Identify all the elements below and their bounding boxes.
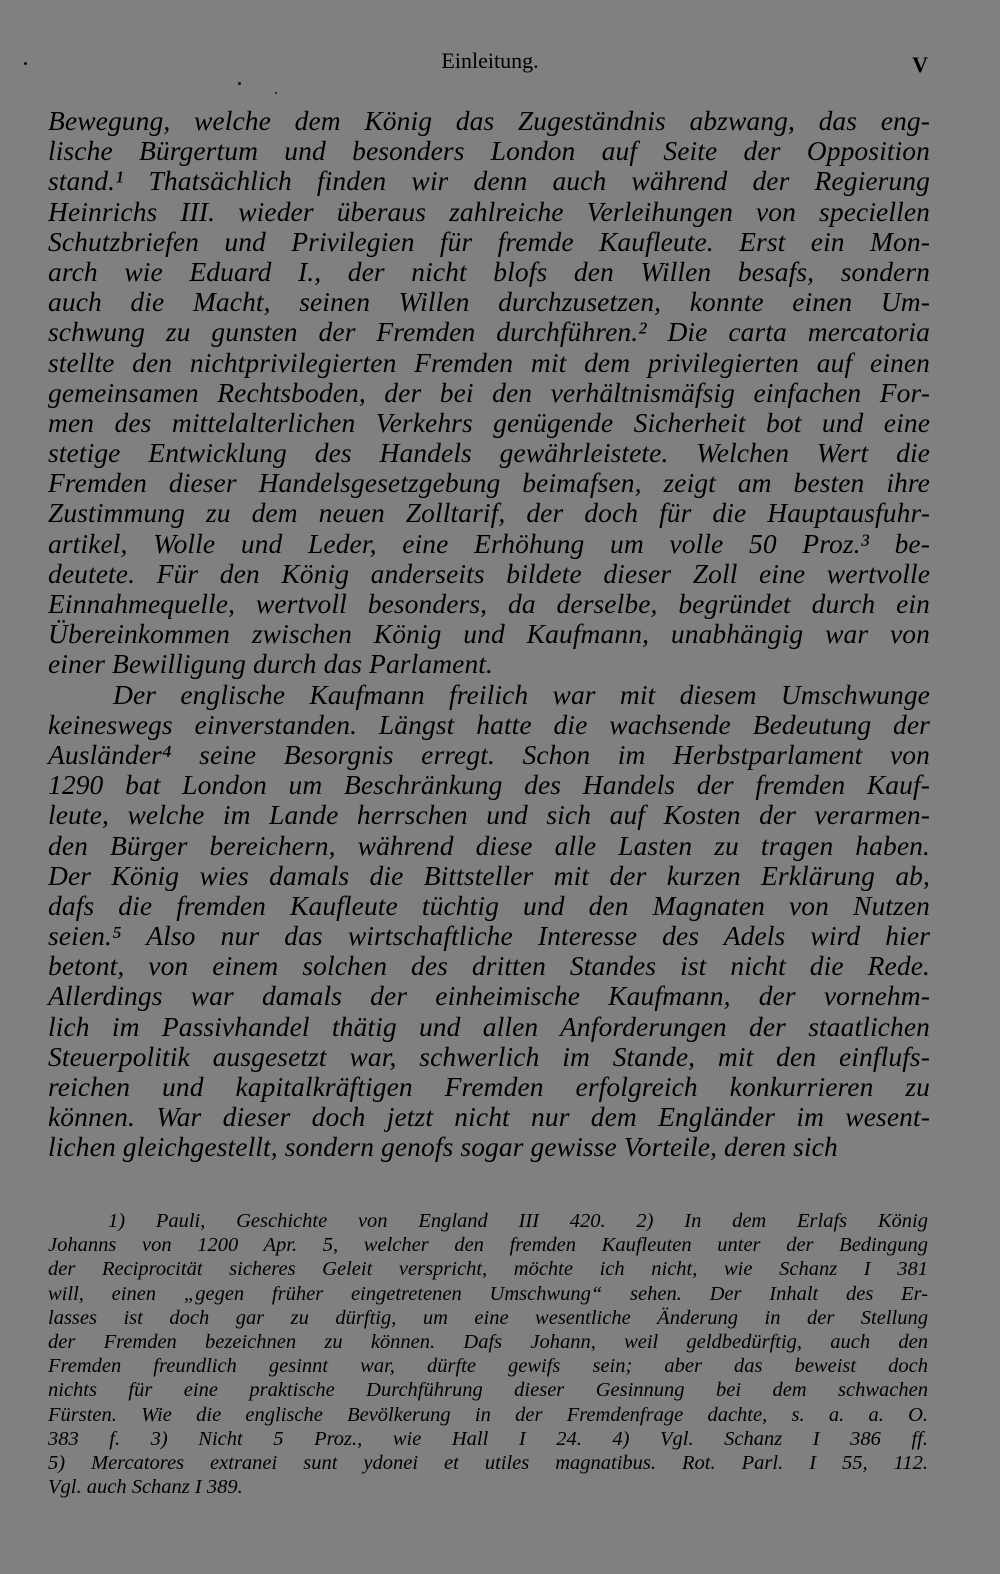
text-line: Fremden dieser Handelsgesetzgebung beimafsen, zeigt am besten ihre [48,467,930,499]
footnote-line: Johanns von 1200 Apr. 5, welcher den fremden Kaufleuten unter der Bedingung [48,1234,928,1257]
text-line: können. War dieser doch jetzt nicht nur dem Engländer im wesent- [48,1101,930,1133]
page-header [0,48,1000,82]
footnote-line: will, einen „gegen früher eingetretenen Umschwung“ sehen. Der Inhalt des Er- [48,1282,928,1305]
text-line: Bewegung, welche dem König das Zugeständnis abzwang, das eng- [48,105,930,136]
text-line: dafs die fremden Kaufleute tüchtig und den Magnaten von Nutzen [48,889,930,921]
text-line: Zustimmung zu dem neuen Zolltarif, der doch für die Hauptausfuhr- [48,497,930,529]
text-line: reichen und kapitalkräftigen Fremden erfolgreich konkurrieren zu [48,1071,930,1102]
footnote-line: 1) Pauli, Geschichte von England III 420. 2) In dem Erlafs König [108,1210,928,1232]
text-line: stellte den nichtprivilegierten Fremden mit dem privilegierten auf einen [48,346,930,378]
text-line: lich im Passivhandel thätig und allen Anforderungen der staatlichen [48,1010,930,1042]
scan-speck [24,62,27,65]
scan-speck [275,92,277,94]
text-line: schwung zu gunsten der Fremden durchführen.² Die carta mercatoria [48,316,930,348]
footnote-line: lasses ist doch gar zu dürftig, um eine wesentliche Änderung in der Stellung [48,1306,928,1329]
text-line: Der König wies damals die Bittsteller mit der kurzen Erklärung ab, [48,859,930,891]
footnote-line: der Fremden bezeichnen zu können. Dafs Johann, weil geldbedürftig, auch den [48,1330,928,1353]
text-line: Ausländer⁴ seine Besorgnis erregt. Schon im Herbstparlament von [48,738,930,770]
text-line: lichen gleichgestellt, sondern genofs sogar gewisse Vorteile, deren sich [48,1131,838,1163]
scan-speck [238,82,241,85]
text-line: lische Bürgertum und besonders London auf Seite der Opposition [48,135,930,167]
text-line: Schutzbriefen und Privilegien für fremde Kaufleute. Erst ein Mon- [48,225,930,257]
footnotes [48,1209,928,1499]
page-number: V [912,52,928,77]
footnote-line: der Reciprocität sicheres Geleit verspricht, möchte ich nicht, wie Schanz I 381 [48,1258,928,1281]
footnote-line: 383 f. 3) Nicht 5 Proz., wie Hall I 24. 4) Vgl. Schanz I 386 ff. [48,1427,928,1450]
text-line: Allerdings war damals der einheimische Kaufmann, der vornehm- [48,980,930,1012]
text-line: Übereinkommen zwischen König und Kaufmann, unabhängig war von [48,618,930,650]
text-line: 1290 bat London um Beschränkung des Handels der fremden Kauf- [48,769,930,801]
text-line: artikel, Wolle und Leder, eine Erhöhung um volle 50 Proz.³ be- [48,527,930,559]
footnote-line: Fürsten. Wie die englische Bevölkerung in der Fremdenfrage dachte, s. a. a. O. [48,1403,928,1426]
text-line: den Bürger bereichern, während diese alle Lasten zu tragen haben. [48,829,930,861]
text-line: arch wie Eduard I., der nicht blofs den Willen besafs, sondern [48,255,930,287]
text-line: einer Bewilligung durch das Parlament. [48,648,494,680]
text-line: betont, von einem solchen des dritten Standes ist nicht die Rede. [48,950,930,982]
text-line: Steuerpolitik ausgesetzt war, schwerlich im Stande, mit den einflufs- [48,1040,930,1072]
main-text [48,106,930,1163]
text-line: men des mittelalterlichen Verkehrs genügende Sicherheit bot und eine [48,406,930,438]
footnote-line: Vgl. auch Schanz I 389. [48,1476,243,1499]
text-line: gemeinsamen Rechtsboden, der bei den verhältnismäfsig einfachen For- [48,376,930,408]
text-line: auch die Macht, seinen Willen durchzusetzen, konnte einen Um- [48,286,930,318]
text-line: Der englische Kaufmann freilich war mit diesem Umschwunge [113,678,930,710]
text-line: seien.⁵ Also nur das wirtschaftliche Interesse des Adels wird hier [48,920,930,952]
footnote-line: Fremden freundlich gesinnt war, dürfte gewifs sein; aber das beweist doch [48,1355,928,1378]
text-line: stetige Entwicklung des Handels gewährleistete. Welchen Wert die [48,437,930,469]
text-line: leute, welche im Lande herrschen und sich auf Kosten der verarmen- [48,799,930,831]
text-line: keineswegs einverstanden. Längst hatte die wachsende Bedeutung der [48,708,930,740]
text-line: deutete. Für den König anderseits bildete dieser Zoll eine wertvolle [48,557,930,589]
text-line: Einnahmequelle, wertvoll besonders, da derselbe, begründet durch ein [48,588,930,619]
text-line: stand.¹ Thatsächlich finden wir denn auch während der Regierung [48,165,930,197]
text-line: Heinrichs III. wieder überaus zahlreiche Verleihungen von speciellen [48,195,930,227]
footnote-line: nichts für eine praktische Durchführung dieser Gesinnung bei dem schwachen [48,1379,928,1402]
running-title: Einleitung. [441,48,539,73]
footnote-line: 5) Mercatores extranei sunt ydonei et utiles magnatibus. Rot. Parl. I 55, 112. [48,1451,928,1474]
